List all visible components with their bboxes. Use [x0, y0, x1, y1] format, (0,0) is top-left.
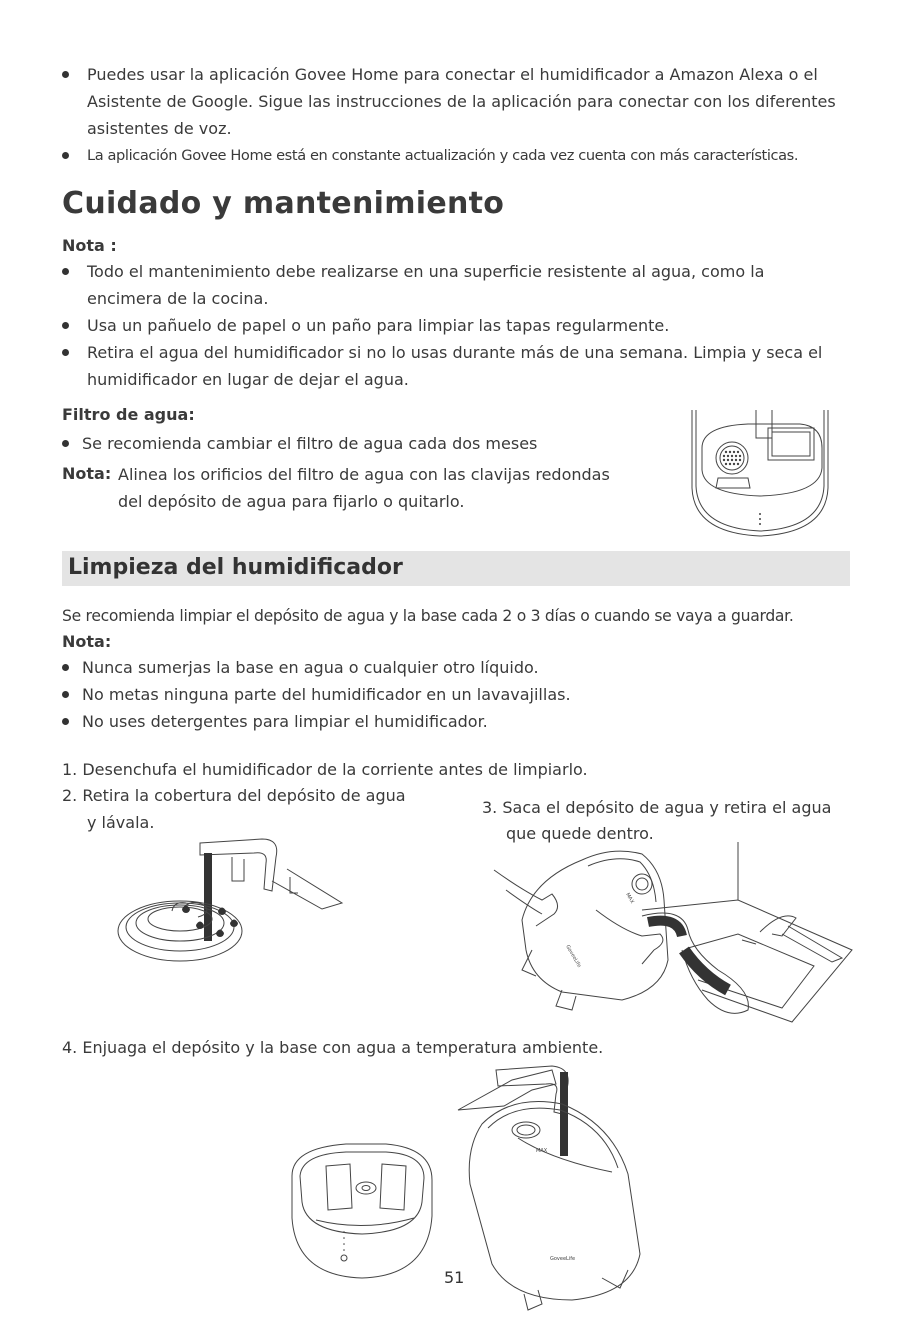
- bullet-dot: [62, 718, 69, 725]
- care-bullet-1-line-2: encimera de la cocina.: [87, 289, 269, 308]
- cleaning-bullet-2: No metas ninguna parte del humidificador en un lavavajillas.: [82, 685, 571, 704]
- filter-note-line-1: Alinea los orificios del filtro de agua con las clavijas redondas: [118, 465, 610, 484]
- step-1: 1. Desenchufa el humidificador de la corriente antes de limpiarlo.: [62, 760, 588, 779]
- care-title: Cuidado y mantenimiento: [62, 186, 505, 221]
- care-bullet-3-line-1: Retira el agua del humidificador si no lo usas durante más de una semana. Limpia y seca el: [87, 343, 823, 362]
- bullet-dot: [62, 322, 69, 329]
- max-label: MAX: [624, 892, 636, 905]
- max-label: MAX: [536, 1148, 548, 1154]
- cleaning-bullet-1: Nunca sumerjas la base en agua o cualquier otro líquido.: [82, 658, 539, 677]
- cleaning-intro: Se recomienda limpiar el depósito de agua y la base cada 2 o 3 días o cuando se vaya a guardar.: [62, 607, 794, 625]
- filter-label: Filtro de agua:: [62, 405, 195, 424]
- filter-note-label: Nota:: [62, 464, 112, 483]
- bullet-dot: [62, 268, 69, 275]
- intro-bullet-2: La aplicación Govee Home está en constante actualización y cada vez cuenta con más características.: [87, 147, 799, 164]
- empty-tank-illustration: [492, 840, 854, 1024]
- care-bullet-2: Usa un pañuelo de papel o un paño para limpiar las tapas regularmente.: [87, 316, 670, 335]
- intro-bullet-1-line-3: asistentes de voz.: [87, 119, 232, 138]
- brand-label: GoveeLife: [564, 944, 582, 969]
- intro-bullet-1-line-1: Puedes usar la aplicación Govee Home para conectar el humidificador a Amazon Alexa o el: [87, 65, 818, 84]
- bullet-dot: [62, 349, 69, 356]
- step-3-line-1: 3. Saca el depósito de agua y retira el agua: [482, 798, 832, 817]
- cleaning-title: Limpieza del humidificador: [68, 555, 403, 580]
- step-3-line-2: que quede dentro.: [506, 824, 654, 843]
- wash-cover-illustration: [112, 833, 350, 968]
- water-filter-illustration: [688, 408, 833, 540]
- page-number: 51: [444, 1268, 465, 1287]
- step-2-line-1: 2. Retira la cobertura del depósito de agua: [62, 786, 406, 805]
- intro-bullet-1-line-2: Asistente de Google. Sigue las instrucciones de la aplicación para conectar con los diferentes: [87, 92, 836, 111]
- bullet-dot: [62, 71, 69, 78]
- bullet-dot: [62, 691, 69, 698]
- care-note-label: Nota :: [62, 236, 117, 255]
- filter-bullet: Se recomienda cambiar el filtro de agua cada dos meses: [82, 434, 538, 453]
- cleaning-bullet-3: No uses detergentes para limpiar el humidificador.: [82, 712, 488, 731]
- rinse-base-illustration: [286, 1136, 438, 1282]
- filter-note-line-2: del depósito de agua para fijarlo o quitarlo.: [118, 492, 465, 511]
- step-2-line-2: y lávala.: [87, 813, 155, 832]
- cleaning-note-label: Nota:: [62, 632, 112, 651]
- bullet-dot: [62, 664, 69, 671]
- rinse-tank-illustration: [452, 1064, 652, 1312]
- care-bullet-1-line-1: Todo el mantenimiento debe realizarse en una superficie resistente al agua, como la: [87, 262, 765, 281]
- brand-label: GoveeLife: [550, 1256, 576, 1262]
- care-bullet-3-line-2: humidificador en lugar de dejar el agua.: [87, 370, 409, 389]
- step-4: 4. Enjuaga el depósito y la base con agua a temperatura ambiente.: [62, 1038, 604, 1057]
- bullet-dot: [62, 152, 69, 159]
- bullet-dot: [62, 440, 69, 447]
